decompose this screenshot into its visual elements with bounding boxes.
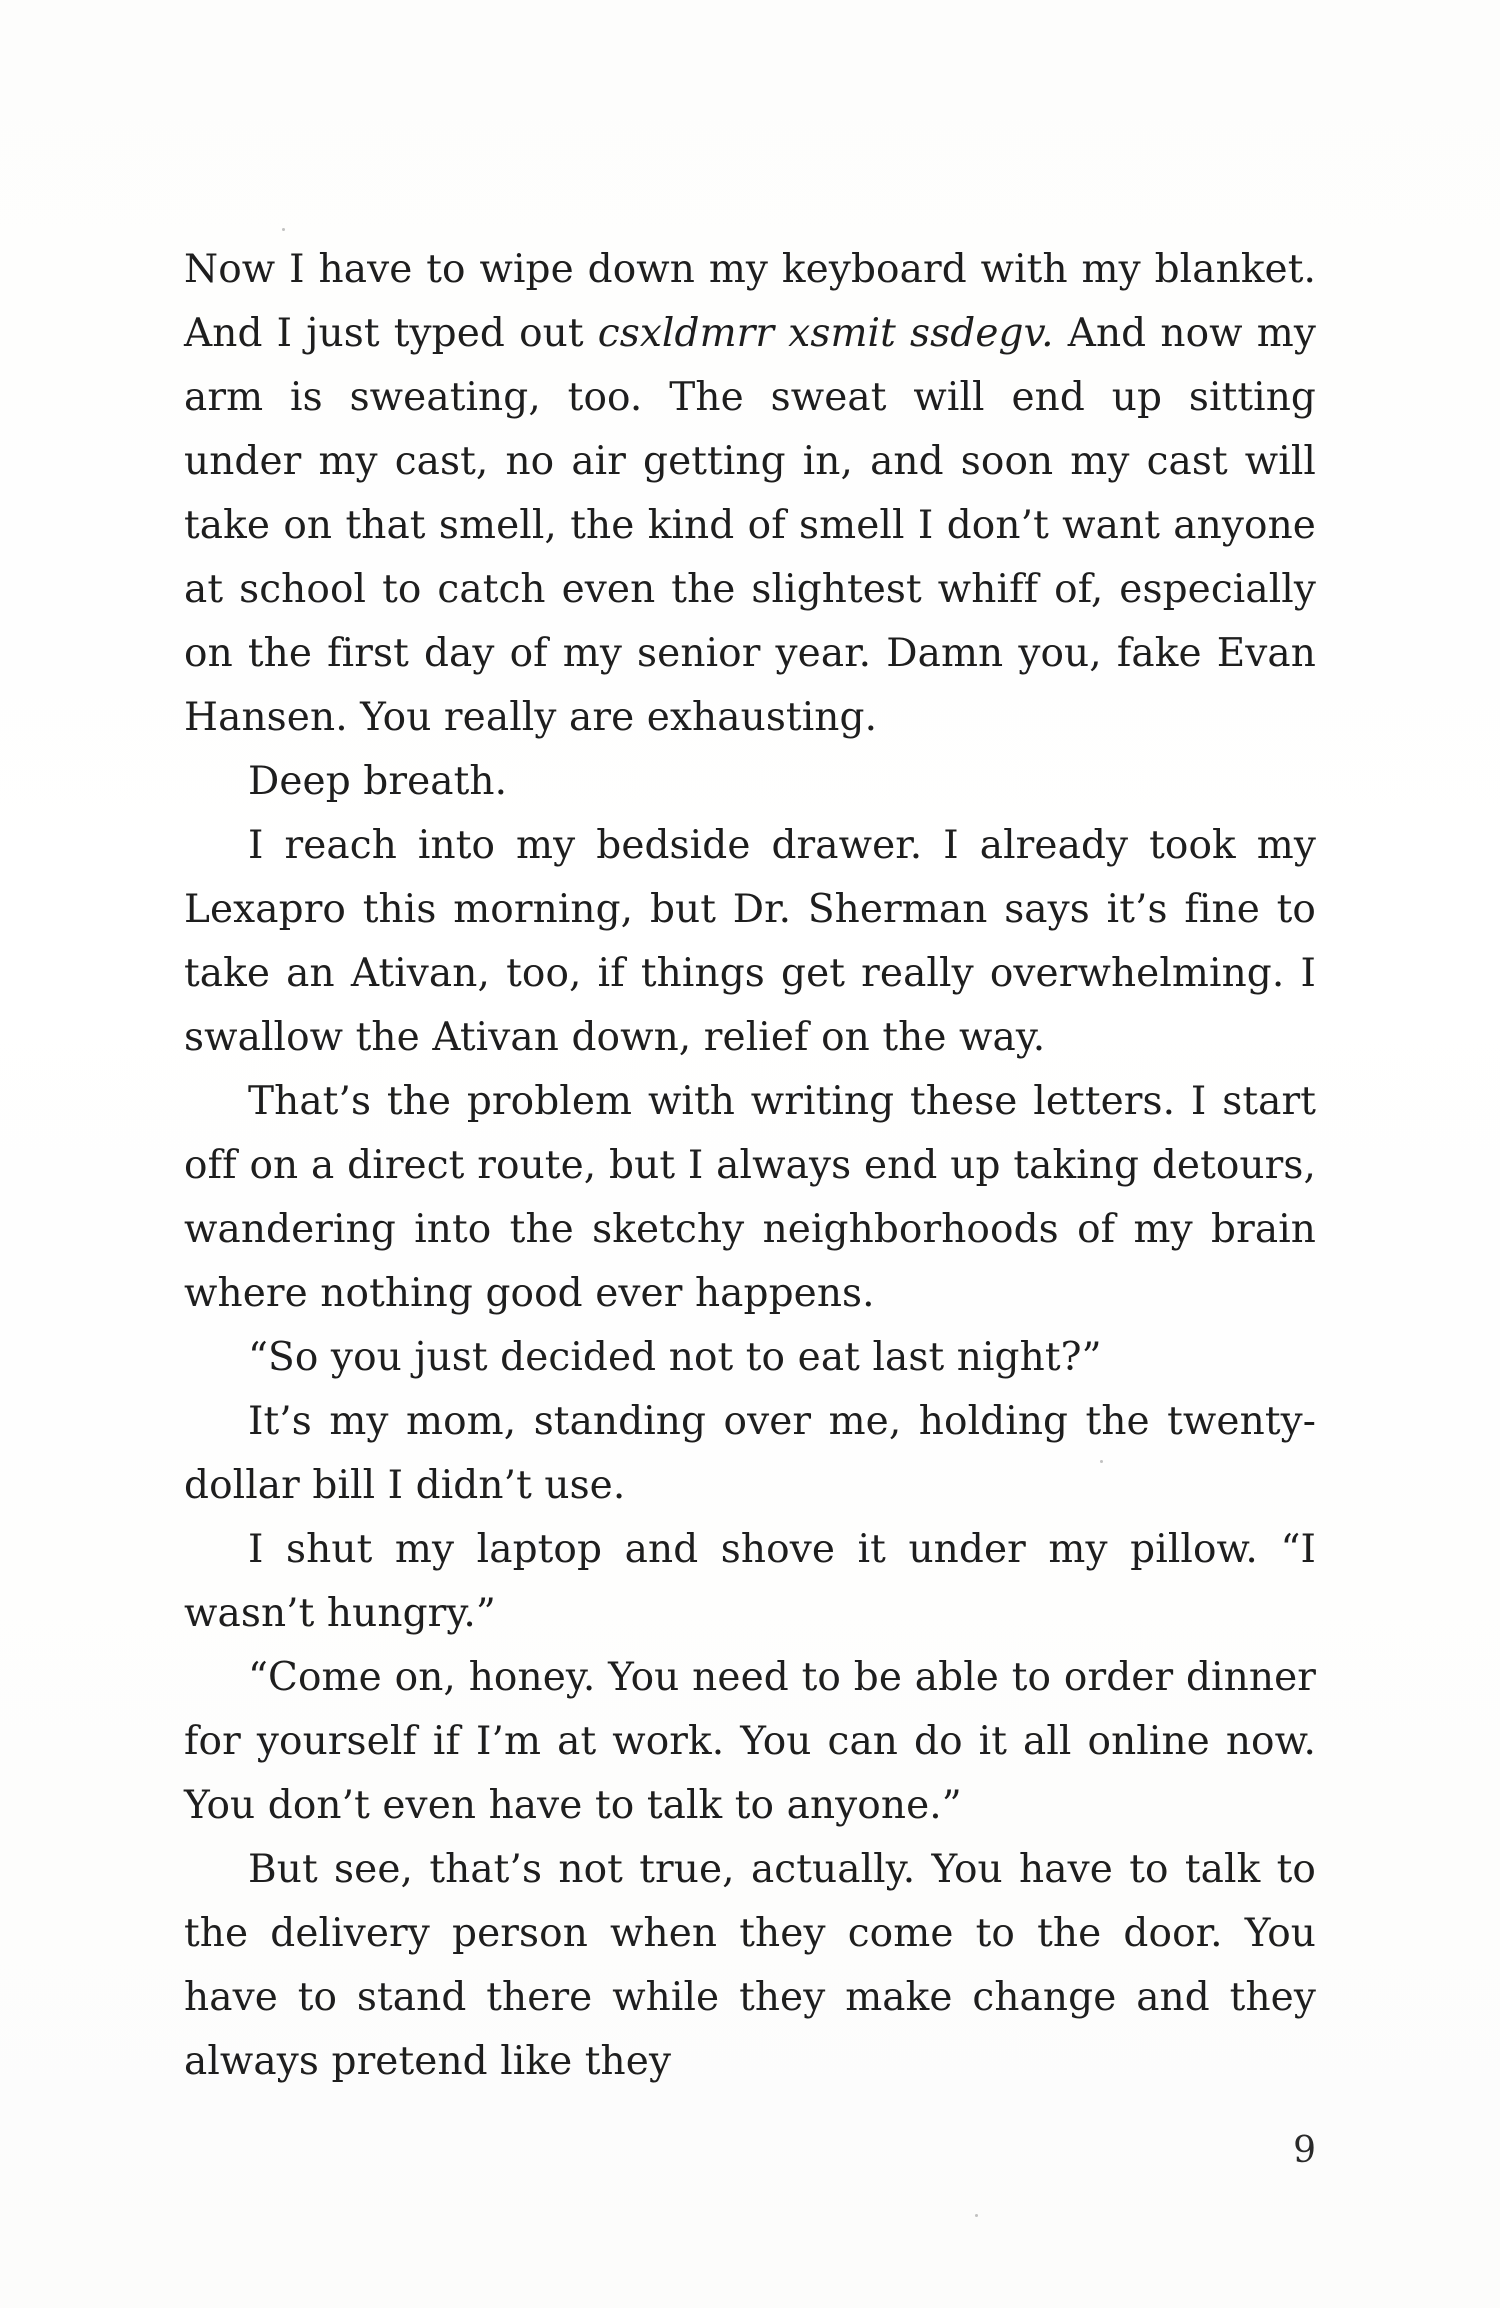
scan-speck — [975, 2214, 978, 2217]
paragraph: Deep breath. — [248, 759, 508, 804]
paragraph: It’s my mom, standing over me, holding the twenty-dollar bill I didn’t use. — [184, 1399, 1316, 1508]
scan-speck — [1100, 1460, 1103, 1463]
body-text — [184, 238, 1316, 2094]
paragraph: I reach into my bedside drawer. I already took my Lexapro this morning, but Dr. Sherman says it’s fine to take an Ativan, too, if things get really overwhelming. I swallow the Ativan down, relief on the way. — [184, 823, 1316, 1060]
paragraph: “Come on, honey. You need to be able to order dinner for yourself if I’m at work. You can do it all online now. You don’t even have to talk to anyone.” — [184, 1655, 1316, 1828]
page-number: 9 — [1293, 2130, 1316, 2171]
paragraph: Now I have to wipe down my keyboard with my blanket. And I just typed out csxldmrr xsmit ssdegv. And now my arm is sweating, too. The sweat will end up sitting under my cast, no air getting in, and soon my cast will take on that smell, the kind of smell I don’t want anyone at school to catch even the slightest whiff of, especially on the first day of my senior year. Damn you, fake Evan Hansen. You really are exhausting. — [184, 247, 1316, 740]
paragraph: I shut my laptop and shove it under my pillow. “I wasn’t hungry.” — [184, 1527, 1316, 1636]
paragraph: That’s the problem with writing these letters. I start off on a direct route, but I always end up taking detours, wandering into the sketchy neighborhoods of my brain where nothing good ever happens. — [184, 1079, 1316, 1316]
paragraph: But see, that’s not true, actually. You have to talk to the delivery person when they come to the door. You have to stand there while they make change and they always pretend like they — [184, 1847, 1316, 2084]
scan-speck — [282, 228, 285, 231]
paragraph: “So you just decided not to eat last night?” — [248, 1335, 1102, 1380]
